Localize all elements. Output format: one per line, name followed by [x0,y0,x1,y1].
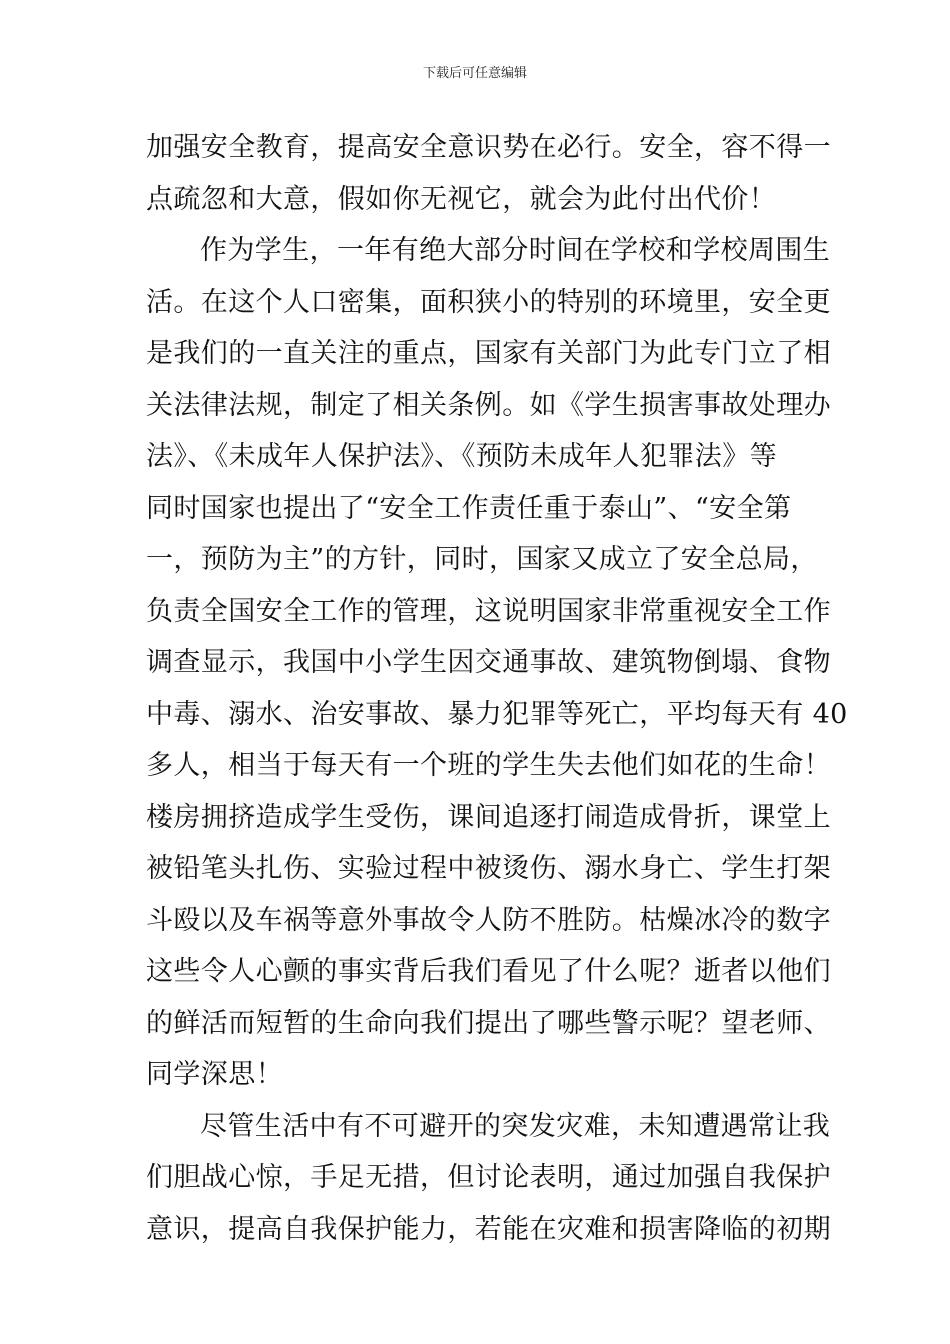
text-line: 点疏忽和大意，假如你无视它，就会为此付出代价！ [146,183,777,215]
text-line: 同学深思！ [146,1059,283,1090]
paragraph [146,1101,831,1256]
text-line: 中毒、溺水、治安事故、暴力犯罪等死亡，平均每天有 40 [146,698,848,730]
text-line: 的鲜活而短暂的生命向我们提出了哪些警示呢？望老师、 [146,1007,831,1039]
text-line: 一，预防为主”的方针，同时，国家又成立了安全总局， [146,544,818,575]
text-line: 作为学生，一年有绝大部分时间在学校和学校周围生 [200,235,831,266]
text-line: 加强安全教育，提高安全意识势在必行。安全，容不得一 [146,132,831,163]
text-line: 斗殴以及车祸等意外事故令人防不胜防。枯燥冰冷的数字 [146,904,831,936]
paragraph [146,225,848,1101]
paragraph [146,122,831,225]
text-line: 被铅笔头扎伤、实验过程中被烫伤、溺水身亡、学生打架 [146,853,831,884]
document-body [146,122,848,1255]
text-line: 是我们的一直关注的重点，国家有关部门为此专门立了相 [146,338,831,369]
page-header: 下载后可任意编辑 [422,66,527,81]
text-line: 调查显示，我国中小学生因交通事故、建筑物倒塌、食物 [146,647,831,678]
text-line: 楼房拥挤造成学生受伤，课间追逐打闹造成骨折，课堂上 [146,801,831,833]
text-line: 负责全国安全工作的管理，这说明国家非常重视安全工作 [146,595,831,627]
text-line: 尽管生活中有不可避开的突发灾难，未知遭遇常让我 [200,1110,831,1142]
text-line: 这些令人心颤的事实背后我们看见了什么呢？逝者以他们 [146,956,831,987]
text-line: 活。在这个人口密集，面积狭小的特别的环境里，安全更 [146,286,831,318]
text-line: 意识，提高自我保护能力，若能在灾难和损害降临的初期 [146,1213,831,1245]
text-line: 法》、《未成年人保护法》、《预防未成年人犯罪法》等 [146,441,777,472]
text-line: 多人，相当于每天有一个班的学生失去他们如花的生命！ [146,750,831,781]
text-line: 同时国家也提出了“安全工作责任重于泰山”、“安全第 [146,492,792,524]
text-line: 们胆战心惊，手足无措，但讨论表明，通过加强自我保护 [146,1162,831,1193]
text-line: 关法律法规，制定了相关条例。如《学生损害事故处理办 [146,389,831,421]
